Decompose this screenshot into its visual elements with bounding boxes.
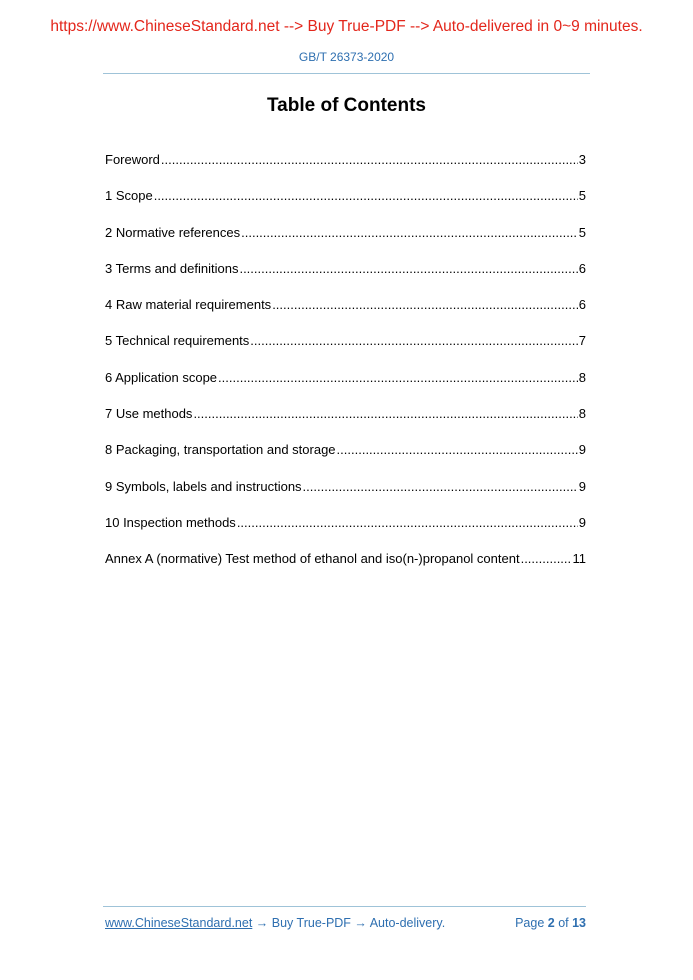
page-of: of	[554, 916, 573, 930]
page-title: Table of Contents	[266, 95, 427, 116]
toc-entry-terms-and-definitions[interactable]	[105, 261, 586, 297]
footer-promo	[105, 916, 445, 930]
toc-entry-packaging[interactable]	[105, 442, 586, 478]
toc-entry-page: 5	[578, 224, 586, 240]
toc-entry-use-methods[interactable]	[105, 406, 586, 442]
toc-leader-dots	[241, 225, 578, 240]
toc-leader-dots	[303, 479, 578, 494]
toc-entry-page: 8	[578, 369, 586, 385]
toc-entry-scope[interactable]	[105, 188, 586, 224]
toc-entry-page: 9	[578, 478, 586, 494]
toc-entry-page: 9	[578, 514, 586, 530]
toc-entry-label: 3 Terms and definitions	[105, 260, 239, 276]
toc-entry-label: 6 Application scope	[105, 369, 218, 385]
toc-leader-dots	[218, 370, 578, 385]
page-current: 2	[547, 916, 555, 930]
toc-entry-label: 9 Symbols, labels and instructions	[105, 478, 302, 494]
header-divider	[103, 73, 590, 74]
toc-leader-dots	[193, 406, 577, 421]
page-footer	[105, 916, 586, 930]
toc-leader-dots	[272, 297, 578, 312]
table-of-contents	[105, 152, 586, 588]
toc-entry-page: 7	[578, 333, 586, 349]
toc-entry-label: 8 Packaging, transportation and storage	[105, 442, 336, 458]
toc-entry-label: 5 Technical requirements	[105, 333, 250, 349]
page-number	[515, 916, 586, 930]
toc-entry-label: Annex A (normative) Test method of ethanol and iso(n-)propanol content	[105, 551, 520, 567]
toc-entry-label: 7 Use methods	[105, 406, 193, 422]
toc-leader-dots	[161, 152, 578, 167]
toc-entry-normative-references[interactable]	[105, 225, 586, 261]
footer-divider	[103, 906, 586, 907]
toc-entry-label: 1 Scope	[105, 188, 153, 204]
page-prefix: Page	[515, 916, 548, 930]
toc-entry-page: 11	[572, 551, 586, 567]
footer-tagline: → Buy True-PDF → Auto-delivery.	[252, 916, 446, 930]
toc-leader-dots	[521, 551, 572, 566]
toc-leader-dots	[237, 515, 578, 530]
top-banner[interactable]: https://www.ChineseStandard.net --> Buy True-PDF --> Auto-delivered in 0~9 minutes.	[50, 18, 643, 35]
toc-leader-dots	[239, 261, 577, 276]
toc-entry-page: 3	[578, 152, 586, 167]
toc-entry-page: 6	[578, 260, 586, 276]
document-code: GB/T 26373-2020	[298, 50, 395, 64]
toc-entry-annex-a[interactable]	[105, 551, 586, 587]
toc-entry-page: 5	[578, 188, 586, 204]
toc-entry-label: 4 Raw material requirements	[105, 297, 272, 313]
toc-entry-raw-material-requirements[interactable]	[105, 297, 586, 333]
page-total: 13	[572, 916, 586, 930]
toc-leader-dots	[337, 442, 578, 457]
toc-entry-label: 10 Inspection methods	[105, 514, 236, 530]
toc-leader-dots	[154, 188, 578, 203]
toc-entry-application-scope[interactable]	[105, 370, 586, 406]
toc-entry-page: 9	[578, 442, 586, 458]
toc-entry-label: Foreword	[105, 152, 160, 167]
toc-leader-dots	[250, 333, 577, 348]
footer-site-link[interactable]: www.ChineseStandard.net	[105, 916, 253, 930]
toc-entry-label: 2 Normative references	[105, 224, 241, 240]
toc-entry-symbols-labels[interactable]	[105, 479, 586, 515]
toc-entry-technical-requirements[interactable]	[105, 333, 586, 369]
toc-entry-inspection-methods[interactable]	[105, 515, 586, 551]
toc-entry-foreword[interactable]	[105, 152, 586, 188]
toc-entry-page: 8	[578, 406, 586, 422]
toc-entry-page: 6	[578, 297, 586, 313]
